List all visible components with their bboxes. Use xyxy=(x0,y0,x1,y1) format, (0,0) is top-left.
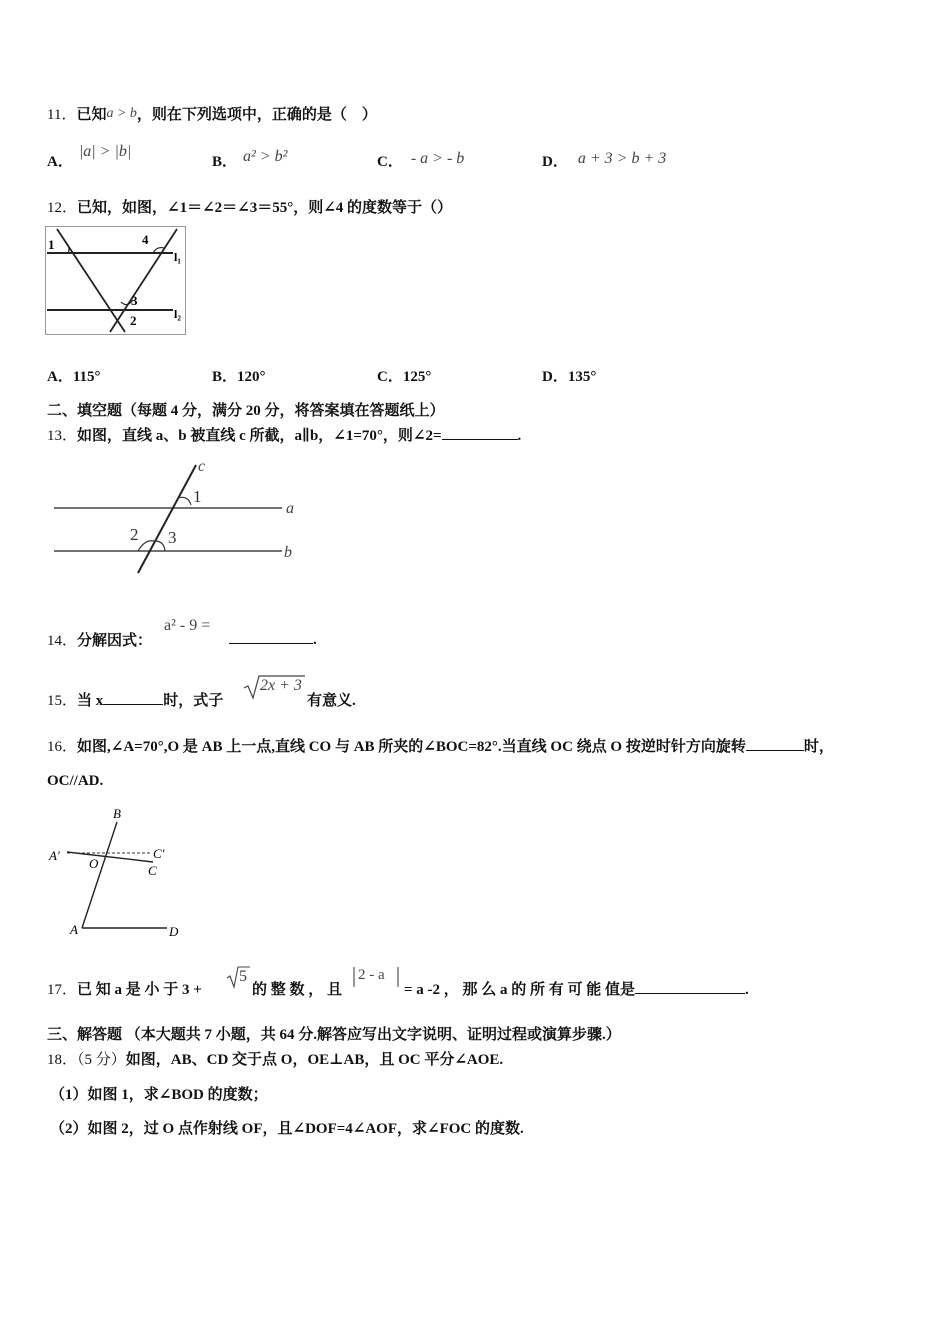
fig-label: b xyxy=(284,544,292,561)
q15-post: 有意义. xyxy=(307,693,356,709)
q18-sub2: （2）如图 2，过 O 点作射线 OF，且∠DOF=4∠AOF，求∠FOC 的度数. xyxy=(50,1121,524,1137)
segment-ab xyxy=(82,822,117,928)
q15-stem xyxy=(47,689,223,710)
q14-answer xyxy=(229,629,317,649)
option-label: B． xyxy=(212,154,238,170)
q17-mid: 的 整 数 ， 且 xyxy=(252,982,343,998)
fig-label: D xyxy=(169,924,179,939)
q12-text: 已知，如图，∠1＝∠2＝∠3＝55°，则∠4 的度数等于（） xyxy=(77,200,453,216)
abs-expr: 2 - a xyxy=(358,967,385,983)
q18-score: （5 分） xyxy=(77,1052,126,1068)
question-number: 16． xyxy=(47,739,78,755)
option-label: A． xyxy=(47,369,73,385)
q11-option-b[interactable] xyxy=(212,148,288,171)
q15-pre: 当 x xyxy=(77,693,104,709)
q12-option-b[interactable] xyxy=(212,365,266,386)
option-value: 125° xyxy=(402,369,432,385)
answer-blank[interactable] xyxy=(635,979,745,994)
q17-stem-end xyxy=(404,978,749,999)
q18-text: 如图，AB、CD 交于点 O，OE⊥AB，且 OC 平分∠AOE. xyxy=(125,1052,504,1068)
question-number: 12． xyxy=(47,200,78,216)
q14-stem xyxy=(47,629,152,650)
option-expr: a² > b² xyxy=(243,148,288,165)
option-value: 120° xyxy=(237,369,266,385)
radicand: 2x + 3 xyxy=(260,677,302,694)
q14-expression: a² - 9 = xyxy=(164,617,211,634)
q17-pre: 已 知 a 是 小 于 3 + xyxy=(77,982,202,998)
q18-stem xyxy=(47,1048,503,1069)
section-heading-answer: 三、解答题 （本大题共 7 小题，共 64 分.解答应写出文字说明、证明过程或演算步骤.） xyxy=(47,1027,621,1043)
fig-label: A xyxy=(70,922,78,937)
q12-option-a[interactable] xyxy=(47,365,101,386)
radicand: 5 xyxy=(239,968,247,985)
q12-option-c[interactable] xyxy=(377,365,431,386)
answer-blank[interactable] xyxy=(746,736,804,751)
option-label: C． xyxy=(377,154,403,170)
option-label: D． xyxy=(542,154,568,170)
fig-label: 2 xyxy=(130,313,137,328)
q11-condition: a > b xyxy=(106,106,137,121)
q11-option-d[interactable] xyxy=(542,150,667,171)
q16-figure xyxy=(45,800,190,942)
q16-line2: OC//AD. xyxy=(47,773,104,789)
q11-stem xyxy=(47,103,377,124)
q13-end: . xyxy=(517,428,522,444)
option-expr: a + 3 > b + 3 xyxy=(577,150,667,167)
q14-end: . xyxy=(313,632,317,648)
question-number: 11． xyxy=(47,107,77,123)
answer-blank[interactable] xyxy=(229,629,313,644)
question-number: 18． xyxy=(47,1052,78,1068)
fig-label: C′ xyxy=(153,846,165,861)
angle-1-arc xyxy=(178,497,191,505)
q13-figure xyxy=(50,455,310,580)
q17-end: . xyxy=(745,982,749,998)
answer-blank[interactable] xyxy=(442,425,518,440)
fig-label: l₁ xyxy=(174,250,181,264)
question-number: 14． xyxy=(47,633,78,649)
q15-mid: 时，式子 xyxy=(163,693,224,709)
q16-text: 如图,∠A=70°,O 是 AB 上一点,直线 CO 与 AB 所夹的∠BOC=82°.当直线 OC 绕点 O 按逆时针方向旋转 xyxy=(77,739,746,755)
fig-label: 3 xyxy=(168,528,177,547)
q12-option-d[interactable] xyxy=(542,365,596,386)
question-number: 13． xyxy=(47,428,78,444)
option-value: 115° xyxy=(72,369,101,385)
line-c xyxy=(138,465,196,573)
q11-option-a[interactable] xyxy=(47,143,132,171)
q14-text: 分解因式： xyxy=(77,633,153,649)
option-label: B． xyxy=(212,369,238,385)
q11-option-c[interactable] xyxy=(377,150,465,171)
q16-line1 xyxy=(47,735,834,756)
section-heading-fill-in: 二、填空题（每题 4 分，满分 20 分，将答案填在答题纸上） xyxy=(47,403,445,419)
q17-stem-start xyxy=(47,978,202,999)
option-label: D． xyxy=(542,369,568,385)
fig-label: c xyxy=(198,458,206,475)
fig-label: C xyxy=(148,863,157,878)
fig-label: 3 xyxy=(131,293,138,308)
q11-pre: 已知 xyxy=(76,107,107,123)
fig-label: B xyxy=(113,806,121,821)
fig-label: O xyxy=(89,856,99,871)
fig-label: 4 xyxy=(142,232,149,247)
q13-stem xyxy=(47,424,521,445)
q12-figure xyxy=(45,226,187,336)
question-number: 15． xyxy=(47,693,78,709)
q17-post: = a -2 ， 那 么 a 的 所 有 可 能 值是 xyxy=(404,982,636,998)
q18-sub1: （1）如图 1，求∠BOD 的度数； xyxy=(50,1087,268,1103)
angle-3-arc xyxy=(155,541,165,551)
fig-label: a xyxy=(286,500,294,517)
fig-label: 2 xyxy=(130,525,139,544)
fig-label: A′ xyxy=(49,848,60,863)
answer-blank[interactable] xyxy=(103,690,163,705)
question-number: 17． xyxy=(47,982,78,998)
fig-label: 1 xyxy=(48,237,55,252)
option-label: C． xyxy=(377,369,403,385)
q11-post: ，则在下列选项中，正确的是（ ） xyxy=(136,107,377,123)
option-expr: - a > - b xyxy=(410,150,465,167)
q16-line1-end: 时， xyxy=(803,739,834,755)
q13-text: 如图，直线 a、b 被直线 c 所截，a∥b，∠1=70°，则∠2= xyxy=(77,428,442,444)
fig-label: l₂ xyxy=(174,307,181,321)
fig-label: 1 xyxy=(193,487,202,506)
option-label: A． xyxy=(47,154,73,170)
option-expr: |a| > |b| xyxy=(78,143,132,160)
option-value: 135° xyxy=(567,369,597,385)
q12-stem xyxy=(47,196,452,217)
